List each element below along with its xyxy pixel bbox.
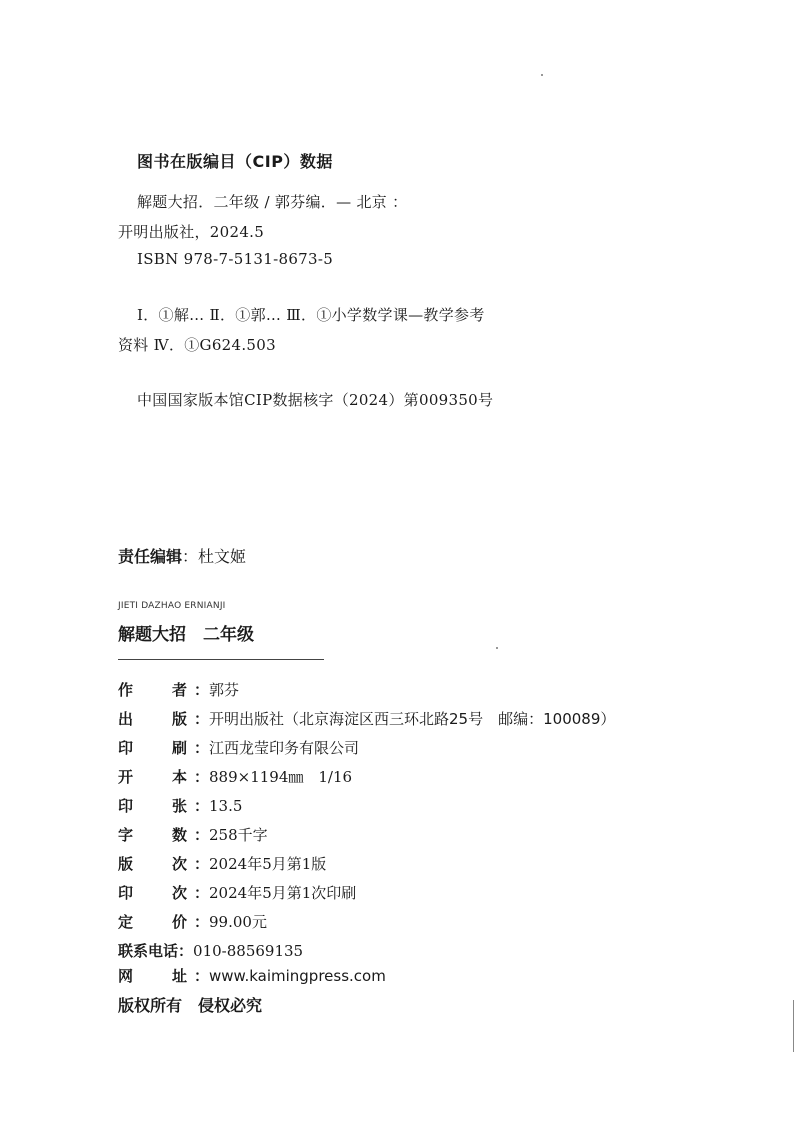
price-value: 99.00元 <box>209 913 267 931</box>
cip-title: 图书在版编目（CIP）数据 <box>137 152 333 171</box>
info-sheets: 印 张 ：13.5 <box>118 797 243 815</box>
edition-value: 2024年5月第1版 <box>209 855 327 873</box>
format-value: 889×1194㎜ 1/16 <box>209 768 353 786</box>
cip-line-5: 资料 Ⅳ．①G624.503 <box>118 336 276 354</box>
sheets-value: 13.5 <box>209 797 243 815</box>
info-printer: 印 刷 ：江西龙莹印务有限公司 <box>118 739 360 757</box>
website-value: www.kaimingpress.com <box>209 967 386 985</box>
cip-line-6: 中国国家版本馆CIP数据核字（2024）第009350号 <box>137 391 494 409</box>
publisher-value: 开明出版社（北京海淀区西三环北路25号 邮编：100089） <box>209 710 616 728</box>
scan-speck <box>496 647 498 649</box>
info-words: 字 数 ：258千字 <box>118 826 268 844</box>
info-price: 定 价 ：99.00元 <box>118 913 267 931</box>
cip-line-3: ISBN 978-7-5131-8673-5 <box>137 250 334 268</box>
phone-value: 010-88569135 <box>193 942 304 960</box>
book-title: 解题大招 二年级 <box>118 625 254 645</box>
cip-line-2: 开明出版社，2024.5 <box>118 223 265 241</box>
editor-label: 责任编辑 <box>118 547 183 566</box>
copyright-notice: 版权所有 侵权必究 <box>118 996 263 1015</box>
impression-value: 2024年5月第1次印刷 <box>209 884 357 902</box>
editor-name: 杜文姬 <box>198 547 247 566</box>
cip-line-4: Ⅰ．①解… Ⅱ．①郭… Ⅲ．①小学数学课—教学参考 <box>137 306 485 324</box>
info-format: 开 本 ：889×1194㎜ 1/16 <box>118 768 353 786</box>
info-publisher: 出 版 ：开明出版社（北京海淀区西三环北路25号 邮编：100089） <box>118 710 616 728</box>
scan-speck <box>541 74 543 76</box>
editor-colon: ： <box>182 547 199 566</box>
info-website: 网 址 ：www.kaimingpress.com <box>118 967 386 985</box>
printer-value: 江西龙莹印务有限公司 <box>209 739 360 757</box>
info-edition: 版 次 ：2024年5月第1版 <box>118 855 327 873</box>
info-phone: 联系电话：010-88569135 <box>118 942 304 960</box>
info-impression: 印 次 ：2024年5月第1次印刷 <box>118 884 357 902</box>
title-divider <box>118 659 324 660</box>
cip-line-1: 解题大招．二年级 / 郭芬编．— 北京 ： <box>137 193 408 211</box>
book-pinyin: JIETI DAZHAO ERNIANJI <box>118 601 226 611</box>
words-value: 258千字 <box>209 826 268 844</box>
responsible-editor <box>118 544 246 567</box>
author-value: 郭芬 <box>209 681 240 699</box>
info-author: 作 者 ：郭芬 <box>118 681 240 699</box>
scan-edge-mark <box>793 1000 794 1052</box>
